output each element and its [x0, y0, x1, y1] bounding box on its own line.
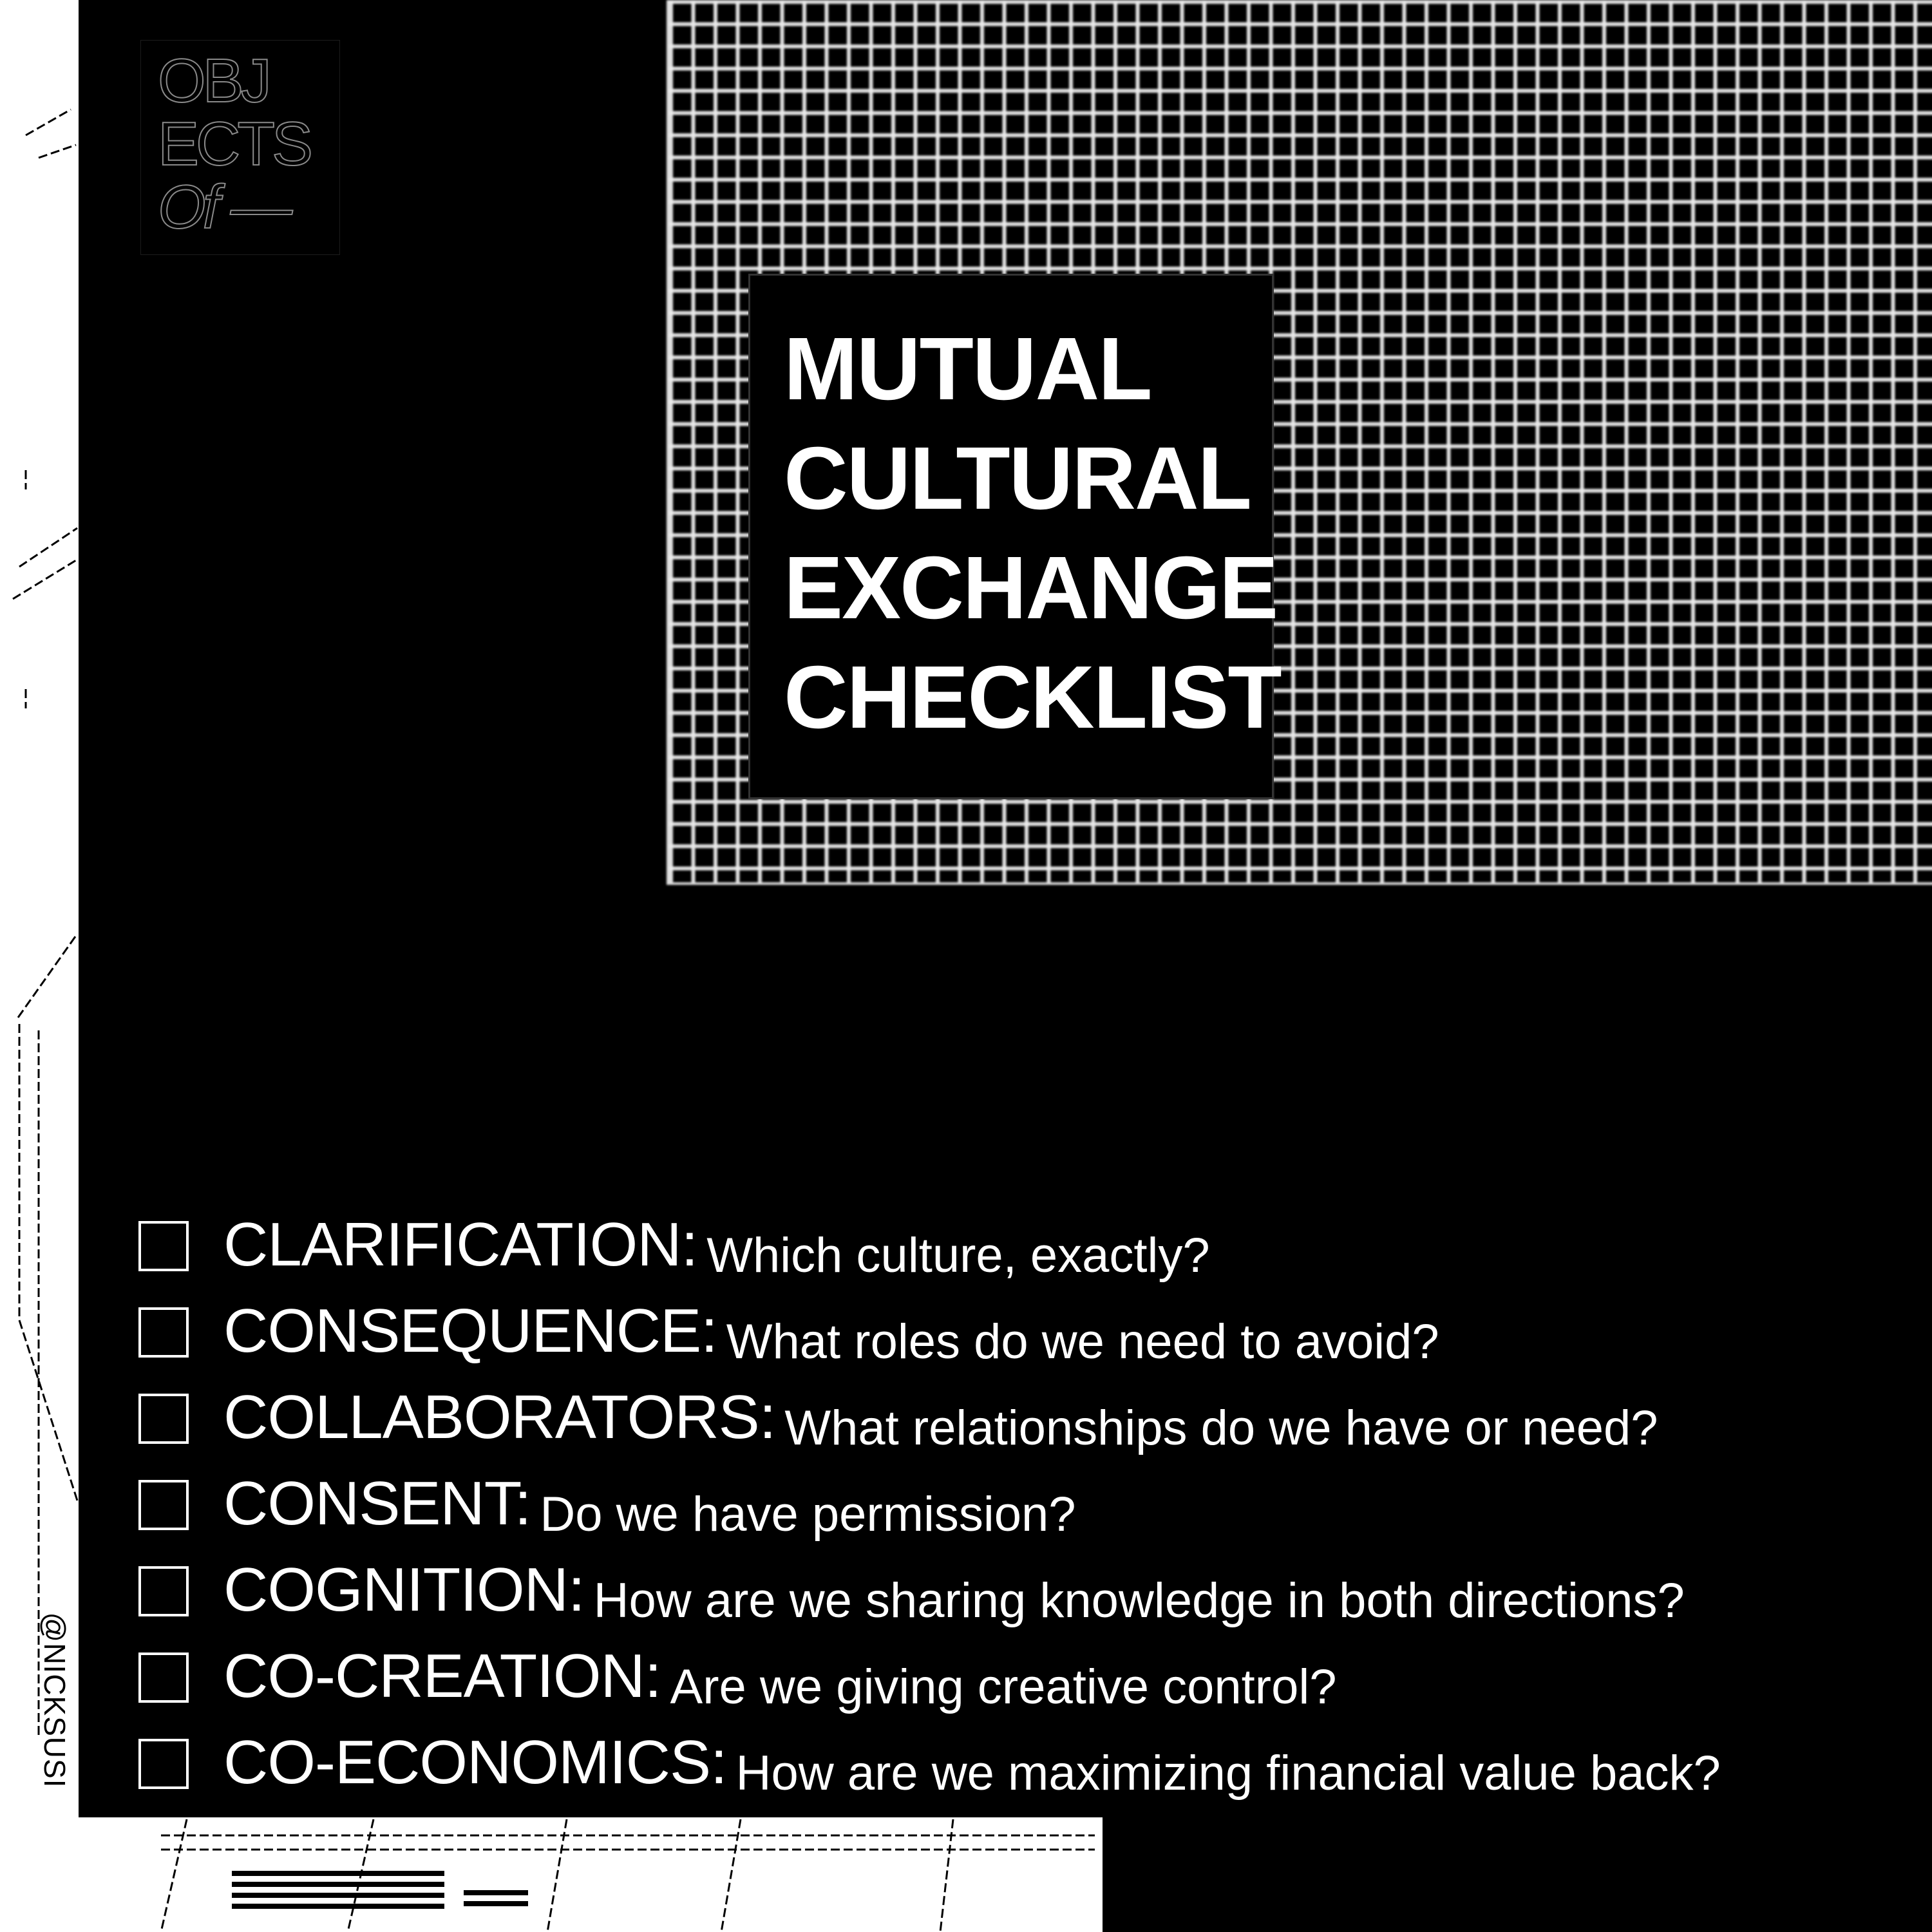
checklist-question: Do we have permission?: [540, 1487, 1076, 1542]
checklist-label: [223, 1382, 1658, 1456]
checklist-label: [223, 1209, 1210, 1283]
checklist-label: [223, 1727, 1721, 1801]
checklist: [138, 1209, 1916, 1814]
checklist-term: CO-CREATION:: [223, 1642, 661, 1710]
paper-strip-bottom: [0, 1817, 1103, 1932]
checklist-item-co-creation: [138, 1641, 1916, 1727]
checklist-label: [223, 1296, 1439, 1370]
logo-line: ECTS: [158, 109, 310, 178]
checklist-item-consequence: [138, 1296, 1916, 1382]
checklist-item-collaborators: [138, 1382, 1916, 1468]
checkbox[interactable]: [138, 1394, 189, 1444]
checklist-item-clarification: [138, 1209, 1916, 1296]
title-line: CULTURAL: [784, 429, 1251, 528]
checkbox[interactable]: [138, 1739, 189, 1789]
checklist-question: Which culture, exactly?: [706, 1228, 1210, 1283]
title-line: MUTUAL: [784, 319, 1151, 419]
checklist-question: How are we sharing knowledge in both directions?: [593, 1573, 1685, 1628]
checklist-term: CO-ECONOMICS:: [223, 1728, 727, 1797]
checklist-question: What relationships do we have or need?: [784, 1401, 1658, 1455]
title-line: EXCHANGE: [784, 538, 1278, 638]
checklist-label: [223, 1641, 1337, 1715]
checklist-question: How are we maximizing financial value back?: [735, 1746, 1721, 1801]
checklist-term: COGNITION:: [223, 1555, 585, 1624]
author-handle: @NICKSUSI: [38, 1612, 71, 1788]
checklist-term: CONSENT:: [223, 1469, 531, 1538]
checkbox[interactable]: [138, 1221, 189, 1271]
checklist-term: CLARIFICATION:: [223, 1210, 698, 1279]
checklist-label: [223, 1468, 1076, 1542]
checkbox[interactable]: [138, 1566, 189, 1616]
logo-line: Of —: [158, 173, 290, 242]
checkbox[interactable]: [138, 1653, 189, 1703]
objects-of-logo: [140, 40, 340, 255]
logo-line: OBJ: [158, 46, 269, 115]
checklist-term: COLLABORATORS:: [223, 1383, 776, 1452]
checkbox[interactable]: [138, 1480, 189, 1530]
title-box: [748, 274, 1281, 799]
title-line: CHECKLIST: [784, 648, 1281, 747]
checklist-question: What roles do we need to avoid?: [726, 1314, 1439, 1369]
checklist-item-consent: [138, 1468, 1916, 1555]
checklist-item-cognition: [138, 1555, 1916, 1641]
checkbox[interactable]: [138, 1307, 189, 1358]
checklist-question: Are we giving creative control?: [670, 1660, 1337, 1714]
black-panel-corner: [1103, 1817, 1932, 1932]
checklist-label: [223, 1555, 1685, 1629]
checklist-term: CONSEQUENCE:: [223, 1296, 717, 1365]
checklist-item-co-economics: [138, 1727, 1916, 1814]
